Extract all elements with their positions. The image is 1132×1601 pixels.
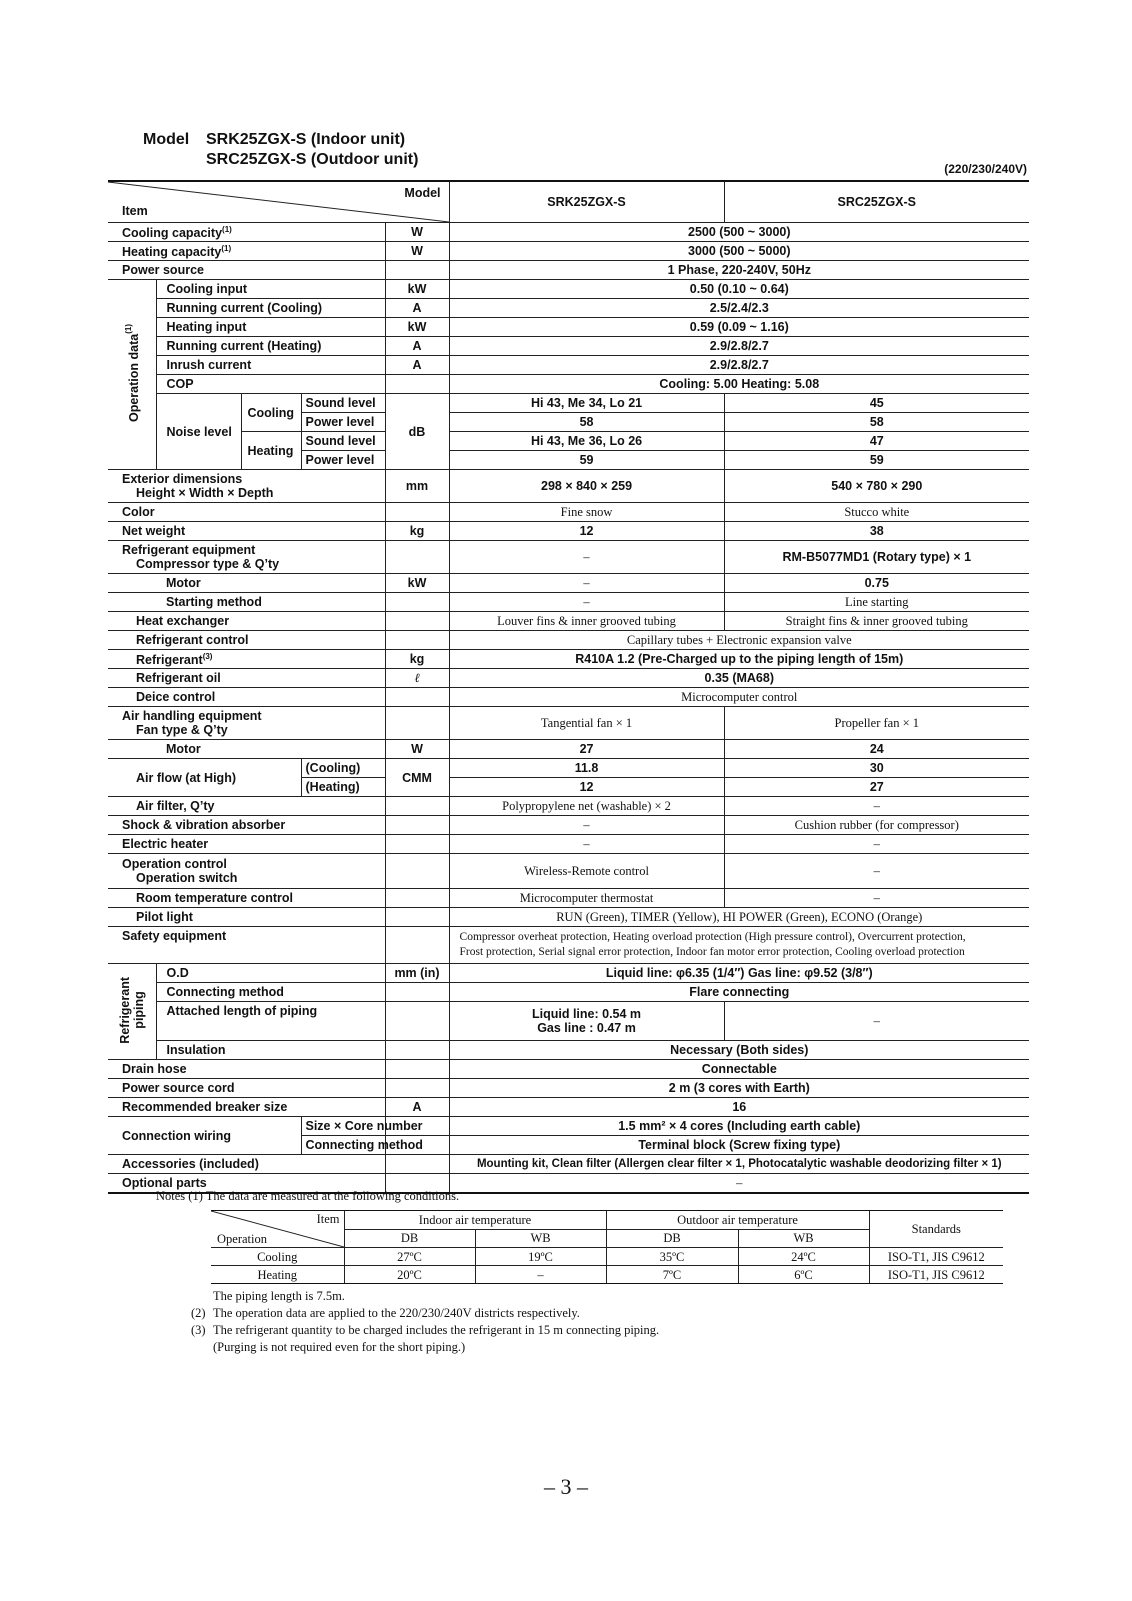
row-label: Room temperature control: [108, 889, 385, 908]
value-indoor: 12: [449, 778, 724, 797]
row-label: O.D: [156, 964, 385, 983]
value: Terminal block (Screw fixing type): [449, 1136, 1029, 1155]
table-row: [108, 1117, 1029, 1136]
cond-value: 35ºC: [606, 1248, 738, 1266]
value: 1.5 mm² × 4 cores (Including earth cable): [449, 1117, 1029, 1136]
row-label: Safety equipment: [108, 927, 385, 964]
header-item: Item: [122, 204, 148, 218]
value-indoor: Wireless-Remote control: [449, 854, 724, 889]
row-label: Air handling equipment: [122, 709, 262, 723]
document-header: [143, 130, 418, 170]
row-label: Connection wiring: [108, 1117, 301, 1155]
cond-standard: ISO-T1, JIS C9612: [869, 1266, 1003, 1284]
table-row: [108, 280, 1029, 299]
row-label: Color: [108, 503, 385, 522]
row-sublabel: Sound level: [301, 394, 385, 413]
table-row: [108, 1079, 1029, 1098]
value-indoor: 298 × 840 × 259: [449, 470, 724, 503]
value-outdoor: –: [724, 1002, 1029, 1041]
unit: W: [385, 242, 449, 261]
row-label: Attached length of piping: [156, 1002, 385, 1041]
value-indoor: Polypropylene net (washable) × 2: [449, 797, 724, 816]
table-row: [108, 1041, 1029, 1060]
note-text: The piping length is 7.5m.: [213, 1289, 345, 1303]
value-outdoor: 27: [724, 778, 1029, 797]
note-number: (2): [191, 1306, 206, 1320]
row-label: Heat exchanger: [108, 612, 385, 631]
value-outdoor: –: [724, 854, 1029, 889]
cond-value: 20ºC: [344, 1266, 475, 1284]
value-outdoor: Line starting: [724, 593, 1029, 612]
table-row: [211, 1248, 1003, 1266]
row-sublabel: Connecting method: [301, 1136, 385, 1155]
value: 2.9/2.8/2.7: [449, 356, 1029, 375]
cond-op: Heating: [211, 1266, 344, 1284]
table-row: [108, 669, 1029, 688]
value-outdoor: 45: [724, 394, 1029, 413]
row-label: Running current (Cooling): [156, 299, 385, 318]
row-label: Cooling capacity: [122, 226, 223, 241]
cond-value: 7ºC: [606, 1266, 738, 1284]
value-outdoor: Propeller fan × 1: [724, 707, 1029, 740]
indoor-model-title: SRK25ZGX-S (Indoor unit): [206, 131, 406, 148]
table-row: [108, 759, 1029, 778]
table-row: [108, 223, 1029, 242]
cond-header-diagonal: [211, 1211, 344, 1248]
row-label: Inrush current: [156, 356, 385, 375]
table-row: [108, 541, 1029, 574]
value: Mounting kit, Clean filter (Allergen clear filter × 1, Photocatalytic washable deodorizing filter × 1): [449, 1155, 1029, 1174]
note-text: The refrigerant quantity to be charged includes the refrigerant in 15 m connecting piping.: [213, 1323, 660, 1337]
value: 2 m (3 cores with Earth): [449, 1079, 1029, 1098]
table-row: [108, 1060, 1029, 1079]
value-outdoor: 58: [724, 413, 1029, 432]
table-row: [108, 337, 1029, 356]
row-label: Power source: [108, 261, 385, 280]
row-label: Running current (Heating): [156, 337, 385, 356]
table-row: [108, 503, 1029, 522]
value: RUN (Green), TIMER (Yellow), HI POWER (Green), ECONO (Orange): [449, 908, 1029, 927]
table-row: [108, 432, 1029, 451]
row-label: Pilot light: [108, 908, 385, 927]
cond-wb: WB: [475, 1229, 606, 1248]
table-row: [108, 375, 1029, 394]
table-row: [108, 983, 1029, 1002]
value-indoor: Tangential fan × 1: [449, 707, 724, 740]
unit: A: [385, 337, 449, 356]
value-indoor: Fine snow: [449, 503, 724, 522]
table-row: [108, 797, 1029, 816]
row-label: Air flow (at High): [108, 759, 301, 797]
value-indoor: Gas line : 0.47 m: [537, 1021, 636, 1035]
cond-op: Cooling: [211, 1248, 344, 1266]
row-label: Motor: [108, 574, 385, 593]
unit: dB: [385, 394, 449, 470]
cond-value: –: [475, 1266, 606, 1284]
value: 3000 (500 ~ 5000): [449, 242, 1029, 261]
row-label: Motor: [108, 740, 385, 759]
cond-standard: ISO-T1, JIS C9612: [869, 1248, 1003, 1266]
value: Microcomputer control: [449, 688, 1029, 707]
row-label: Refrigerant: [136, 653, 203, 668]
value: 1 Phase, 220-240V, 50Hz: [449, 261, 1029, 280]
table-row: [108, 908, 1029, 927]
value-indoor: 12: [449, 522, 724, 541]
row-label: Recommended breaker size: [108, 1098, 385, 1117]
row-label: Air filter, Q’ty: [108, 797, 385, 816]
row-sublabel: (Cooling): [301, 759, 385, 778]
value: 0.50 (0.10 ~ 0.64): [449, 280, 1029, 299]
table-row: [108, 394, 1029, 413]
cond-indoor-header: Indoor air temperature: [344, 1211, 606, 1230]
table-row: [108, 964, 1029, 983]
cond-value: 19ºC: [475, 1248, 606, 1266]
outdoor-model-title: SRC25ZGX-S (Outdoor unit): [206, 151, 419, 168]
row-sublabel: Cooling: [241, 394, 301, 432]
row-label: Heating capacity: [122, 245, 222, 260]
header-indoor-model: SRK25ZGX-S: [449, 181, 724, 223]
row-label: Power source cord: [108, 1079, 385, 1098]
table-row: [108, 242, 1029, 261]
value-indoor: –: [449, 835, 724, 854]
row-sublabel: (Heating): [301, 778, 385, 797]
value: Flare connecting: [449, 983, 1029, 1002]
value-indoor: 27: [449, 740, 724, 759]
row-label: Fan type & Q’ty: [136, 723, 228, 737]
value-indoor: Microcomputer thermostat: [449, 889, 724, 908]
unit: A: [385, 1098, 449, 1117]
row-label: Insulation: [156, 1041, 385, 1060]
table-row: [211, 1266, 1003, 1284]
row-label: Starting method: [108, 593, 385, 612]
cond-value: 27ºC: [344, 1248, 475, 1266]
table-row: [108, 740, 1029, 759]
value: 2.5/2.4/2.3: [449, 299, 1029, 318]
value-indoor: –: [449, 816, 724, 835]
row-label: Drain hose: [108, 1060, 385, 1079]
row-label: Refrigerant oil: [108, 669, 385, 688]
table-row: [108, 816, 1029, 835]
row-label: Heating input: [156, 318, 385, 337]
value: 0.59 (0.09 ~ 1.16): [449, 318, 1029, 337]
footnote-mark: (3): [202, 652, 213, 662]
row-label: Electric heater: [108, 835, 385, 854]
value-indoor: 59: [449, 451, 724, 470]
unit: A: [385, 356, 449, 375]
header-model: Model: [404, 186, 441, 200]
row-sublabel: Power level: [301, 451, 385, 470]
cond-db: DB: [344, 1229, 475, 1248]
value-indoor: Hi 43, Me 36, Lo 26: [449, 432, 724, 451]
table-row: [108, 470, 1029, 503]
header-outdoor-model: SRC25ZGX-S: [724, 181, 1029, 223]
row-label: Height × Width × Depth: [136, 486, 274, 500]
value-indoor: Liquid line: 0.54 m: [532, 1007, 642, 1021]
value: Connectable: [449, 1060, 1029, 1079]
table-row: [108, 1002, 1029, 1041]
unit: mm (in): [385, 964, 449, 983]
row-label: Net weight: [108, 522, 385, 541]
notes-list: [191, 1288, 659, 1356]
row-label: Cooling input: [156, 280, 385, 299]
table-row: [108, 318, 1029, 337]
value: 2500 (500 ~ 3000): [449, 223, 1029, 242]
table-row: [108, 356, 1029, 375]
unit: W: [385, 223, 449, 242]
value: Cooling: 5.00 Heating: 5.08: [449, 375, 1029, 394]
table-row: [108, 612, 1029, 631]
table-row: [108, 299, 1029, 318]
table-row: [108, 688, 1029, 707]
table-row: [108, 261, 1029, 280]
unit: kW: [385, 318, 449, 337]
table-row: [108, 631, 1029, 650]
value-outdoor: Straight fins & inner grooved tubing: [724, 612, 1029, 631]
table-header-diagonal: [108, 181, 449, 223]
row-sublabel: Power level: [301, 413, 385, 432]
cond-item-label: Item: [316, 1212, 340, 1226]
value-outdoor: RM-B5077MD1 (Rotary type) × 1: [724, 541, 1029, 574]
value-outdoor: 24: [724, 740, 1029, 759]
cond-db: DB: [606, 1229, 738, 1248]
table-row: [108, 707, 1029, 740]
row-label: Refrigerant control: [108, 631, 385, 650]
table-row: [108, 574, 1029, 593]
unit: A: [385, 299, 449, 318]
unit: mm: [385, 470, 449, 503]
unit: kg: [385, 522, 449, 541]
unit: kW: [385, 574, 449, 593]
value-outdoor: 540 × 780 × 290: [724, 470, 1029, 503]
unit: kW: [385, 280, 449, 299]
value-indoor: –: [449, 541, 724, 574]
row-sublabel: Size × Core number: [301, 1117, 385, 1136]
value-indoor: –: [449, 593, 724, 612]
row-label: Refrigerant equipment: [122, 543, 256, 557]
row-label: Operation switch: [136, 871, 238, 885]
table-row: [108, 854, 1029, 889]
specification-table: [108, 180, 1029, 1194]
cond-operation-label: Operation: [217, 1232, 267, 1246]
value-outdoor: 0.75: [724, 574, 1029, 593]
footnote-mark: (1): [221, 244, 232, 254]
value: Necessary (Both sides): [449, 1041, 1029, 1060]
model-label: Model: [143, 131, 190, 148]
value-outdoor: –: [724, 797, 1029, 816]
safety-line: Compressor overheat protection, Heating overload protection (High pressure control), Overcurrent protection,: [459, 931, 966, 943]
row-label: COP: [156, 375, 385, 394]
operation-data-group: Operation data$^{(1)}$: [108, 280, 156, 470]
value: –: [449, 1174, 1029, 1194]
table-row: [108, 1098, 1029, 1117]
row-label: Compressor type & Q’ty: [136, 557, 280, 571]
value-outdoor: 30: [724, 759, 1029, 778]
value: R410A 1.2 (Pre-Charged up to the piping length of 15m): [449, 650, 1029, 669]
table-row: [108, 1155, 1029, 1174]
row-label: Noise level: [156, 394, 241, 470]
cond-outdoor-header: Outdoor air temperature: [606, 1211, 869, 1230]
value: Capillary tubes + Electronic expansion valve: [449, 631, 1029, 650]
row-label: Connecting method: [156, 983, 385, 1002]
row-sublabel: Heating: [241, 432, 301, 470]
row-label: Optional parts: [108, 1174, 385, 1194]
row-label: Accessories (included): [108, 1155, 385, 1174]
footnote-mark: (1): [222, 225, 232, 235]
table-row: [108, 650, 1029, 669]
refrigerant-piping-group: Refrigerant piping: [108, 964, 156, 1060]
unit: kg: [385, 650, 449, 669]
value-outdoor: –: [724, 835, 1029, 854]
note-text: The operation data are applied to the 220/230/240V districts respectively.: [213, 1306, 580, 1320]
value: 16: [449, 1098, 1029, 1117]
value-outdoor: Cushion rubber (for compressor): [724, 816, 1029, 835]
value: 2.9/2.8/2.7: [449, 337, 1029, 356]
table-row: [108, 927, 1029, 964]
voltage-label: (220/230/240V): [944, 162, 1027, 176]
page-number: – 3 –: [544, 1474, 588, 1499]
table-row: [108, 593, 1029, 612]
unit: CMM: [385, 759, 449, 797]
value-indoor: Hi 43, Me 34, Lo 21: [449, 394, 724, 413]
cond-wb: WB: [738, 1229, 869, 1248]
safety-line: Frost protection, Serial signal error protection, Indoor fan motor error protection, Cooling overload protection: [459, 946, 965, 958]
cond-standards-header: Standards: [869, 1211, 1003, 1248]
value-outdoor: –: [724, 889, 1029, 908]
table-row: [108, 522, 1029, 541]
value-outdoor: 47: [724, 432, 1029, 451]
row-sublabel: Sound level: [301, 432, 385, 451]
value: 0.35 (MA68): [449, 669, 1029, 688]
note-number: (3): [191, 1323, 206, 1337]
value-outdoor: 38: [724, 522, 1029, 541]
notes-intro: Notes (1) The data are measured at the following conditions.: [156, 1189, 460, 1203]
value-indoor: –: [449, 574, 724, 593]
row-label: Exterior dimensions: [122, 472, 243, 486]
table-row: [108, 889, 1029, 908]
value-outdoor: 59: [724, 451, 1029, 470]
row-label: Shock & vibration absorber: [108, 816, 385, 835]
value-outdoor: Stucco white: [724, 503, 1029, 522]
cond-value: 6ºC: [738, 1266, 869, 1284]
value: Liquid line: φ6.35 (1/4″) Gas line: φ9.52 (3/8″): [449, 964, 1029, 983]
conditions-table: [211, 1210, 1003, 1284]
value-indoor: 58: [449, 413, 724, 432]
value-indoor: 11.8: [449, 759, 724, 778]
row-label: Deice control: [108, 688, 385, 707]
table-row: [108, 835, 1029, 854]
note-text: (Purging is not required even for the short piping.): [213, 1340, 466, 1354]
cond-value: 24ºC: [738, 1248, 869, 1266]
unit: ℓ: [385, 669, 449, 688]
value-indoor: Louver fins & inner grooved tubing: [449, 612, 724, 631]
unit: W: [385, 740, 449, 759]
row-label: Operation control: [122, 857, 227, 871]
